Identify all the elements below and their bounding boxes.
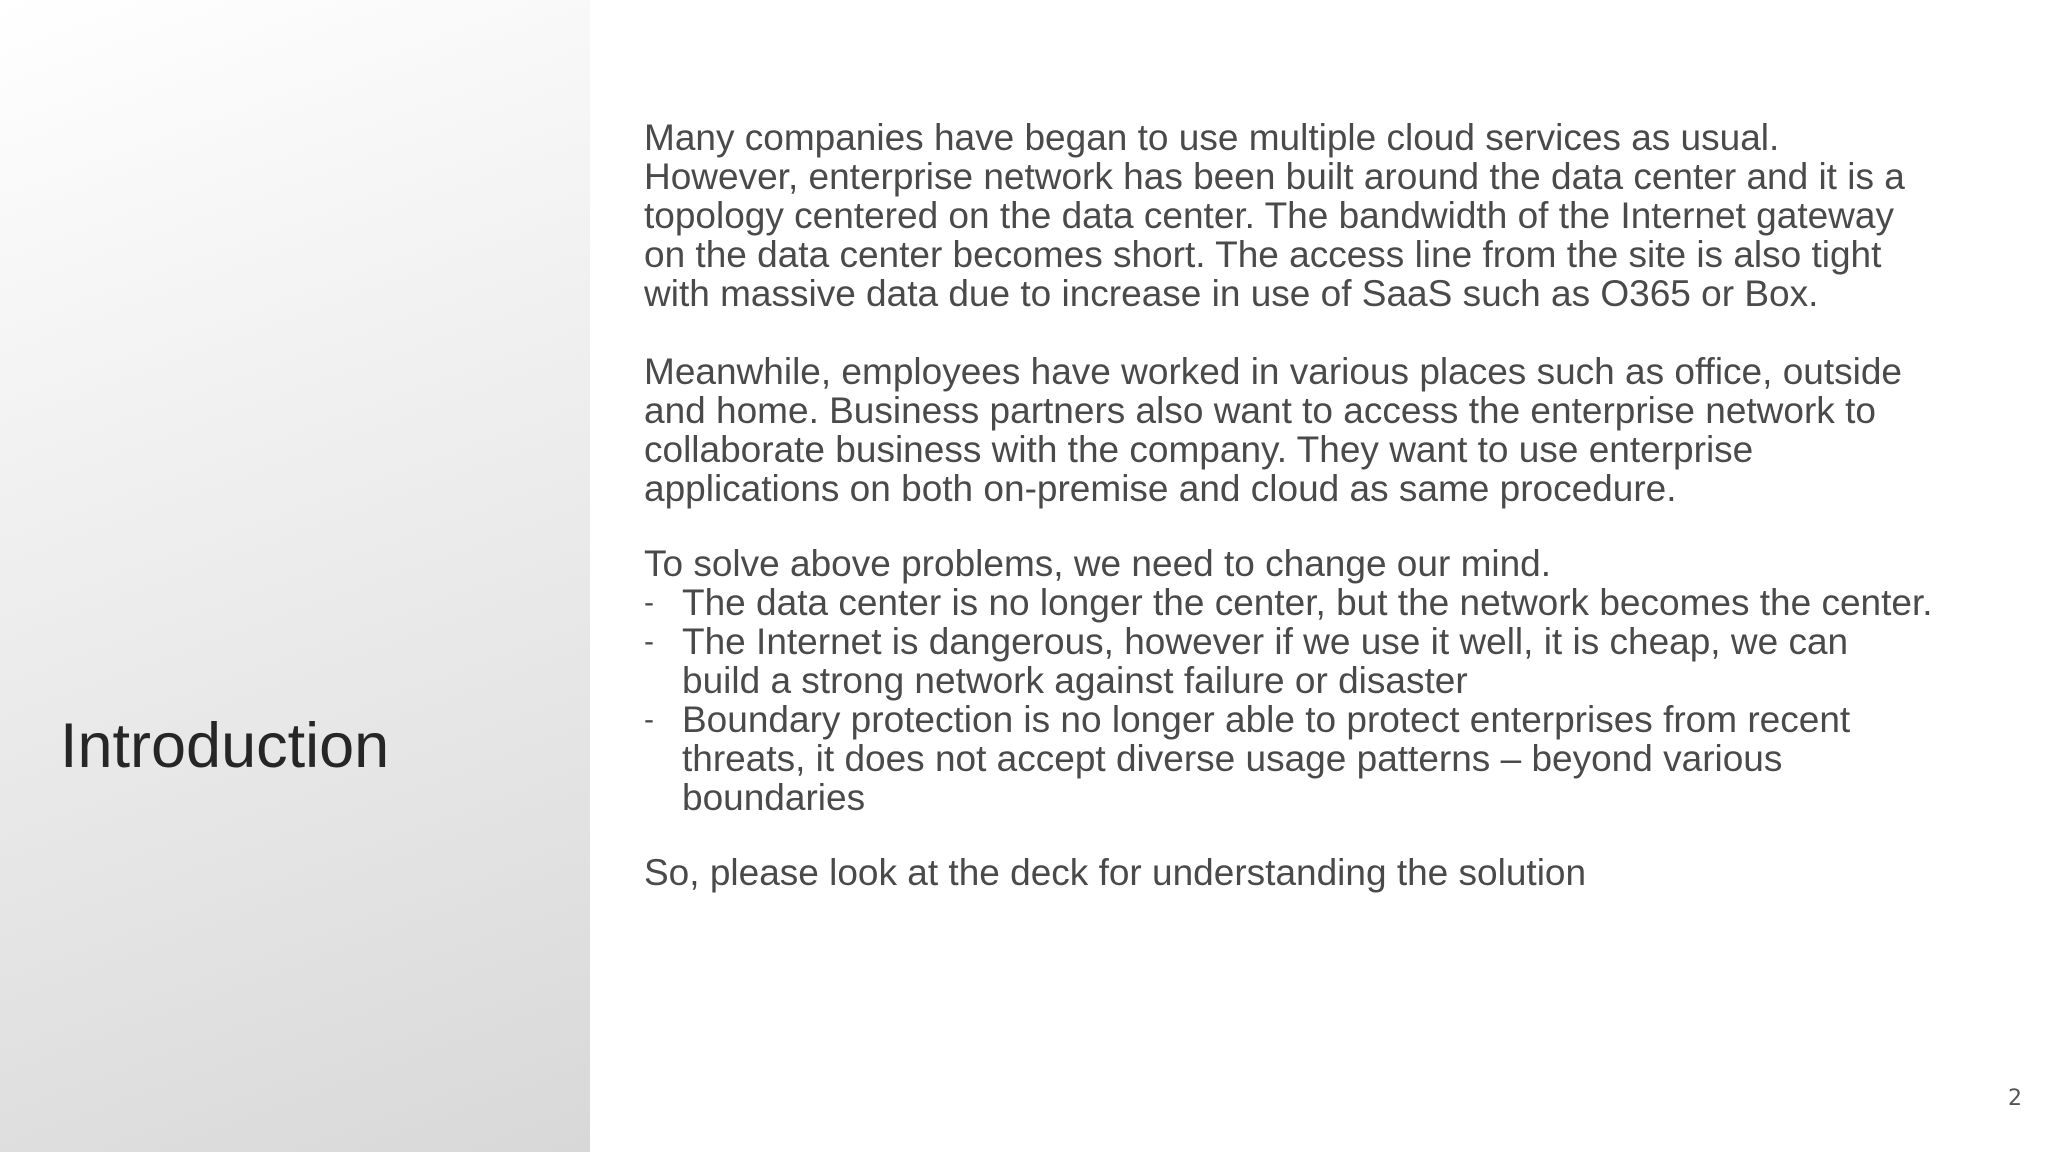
bullet-text: The Internet is dangerous, however if we use it well, it is cheap, we can build a strong network against failure or disaster [682,621,1849,701]
slide-body [644,118,1934,892]
bullet-dash-icon: - [644,703,654,736]
bullet-item [644,583,1934,622]
title-panel [0,0,590,1152]
bullet-item [644,622,1934,700]
slide-title: Introduction [60,711,390,781]
bullet-item [644,700,1934,817]
bullet-dash-icon: - [644,625,654,658]
page-number: 2 [2008,1086,2022,1111]
problem-statement: To solve above problems, we need to change our mind. [644,543,1552,584]
closing-line: So, please look at the deck for understanding the solution [644,852,1587,893]
bullet-dash-icon: - [644,586,654,619]
bullet-text: Boundary protection is no longer able to protect enterprises from recent threats, it does not accept diverse usage patterns – beyond various boundaries [682,699,1851,818]
bullet-text: The data center is no longer the center, but the network becomes the center. [682,582,1933,623]
intro-paragraph: Many companies have began to use multiple cloud services as usual. However, enterprise network has been built around the data center and it is a topology centered on the data center. The bandwidth of the Internet gateway on the data center becomes short. The access line from the site is also tight with massive data due to increase in use of SaaS such as O365 or Box. [644,117,1905,314]
employees-paragraph: Meanwhile, employees have worked in various places such as office, outside and home. Business partners also want to access the enterprise network to collaborate business with the company. They want to use enterprise applications on both on-premise and cloud as same procedure. [644,351,1902,509]
